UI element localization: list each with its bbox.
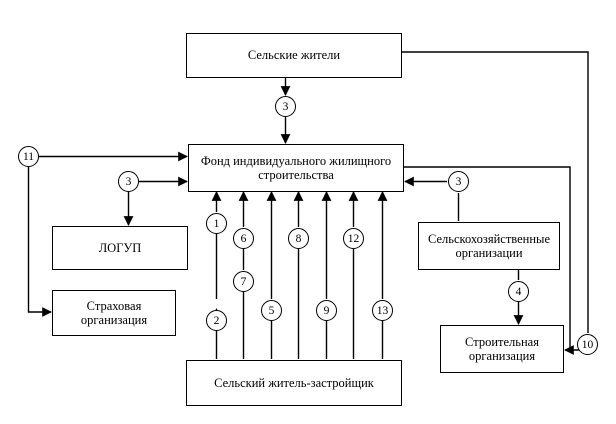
flow-marker-label: 5 bbox=[268, 304, 275, 317]
flow-marker-4 bbox=[508, 281, 529, 302]
node-villagers bbox=[186, 33, 402, 78]
flow-marker-6 bbox=[233, 228, 254, 249]
flow-marker-label: 12 bbox=[347, 232, 360, 245]
flow-marker-13 bbox=[372, 300, 393, 321]
flow-marker-label: 6 bbox=[240, 232, 247, 245]
node-fund bbox=[188, 144, 404, 192]
flow-marker-3-top bbox=[275, 96, 296, 117]
node-fund-label: Фонд индивидуального жилищного строительства bbox=[200, 153, 392, 182]
node-insurance bbox=[52, 290, 176, 336]
node-logup bbox=[52, 226, 188, 270]
flow-marker-3-right bbox=[448, 171, 469, 192]
node-construction-label: Строительная организация bbox=[465, 334, 539, 363]
flow-marker-1 bbox=[206, 213, 227, 234]
flow-marker-label: 4 bbox=[515, 285, 522, 298]
flow-marker-8 bbox=[288, 228, 309, 249]
flow-marker-label: 1 bbox=[213, 217, 220, 230]
flow-marker-label: 10 bbox=[581, 338, 594, 351]
flow-marker-label: 2 bbox=[213, 314, 220, 327]
flow-marker-label: 8 bbox=[295, 232, 302, 245]
flow-marker-3-left bbox=[118, 171, 139, 192]
flow-marker-12 bbox=[343, 228, 364, 249]
node-construction bbox=[440, 325, 564, 373]
flow-marker-label: 9 bbox=[323, 304, 330, 317]
flow-marker-label: 3 bbox=[282, 100, 289, 113]
flow-marker-label: 7 bbox=[240, 275, 247, 288]
node-builder bbox=[186, 360, 402, 406]
flow-marker-label: 11 bbox=[22, 150, 35, 163]
node-agro bbox=[418, 222, 560, 270]
flow-marker-2 bbox=[206, 310, 227, 331]
node-villagers-label: Сельские жители bbox=[247, 48, 341, 63]
flow-marker-7 bbox=[233, 271, 254, 292]
flow-marker-11 bbox=[18, 146, 39, 167]
node-builder-label: Сельский житель-застройщик bbox=[214, 375, 374, 390]
flow-marker-label: 13 bbox=[376, 304, 389, 317]
flow-marker-label: 3 bbox=[125, 175, 132, 188]
flow-marker-label: 3 bbox=[455, 175, 462, 188]
node-logup-label: ЛОГУП bbox=[98, 240, 142, 255]
node-insurance-label: Страховая организация bbox=[80, 298, 148, 327]
flow-marker-5 bbox=[261, 300, 282, 321]
flow-marker-9 bbox=[316, 300, 337, 321]
node-agro-label: Сельскохозяйственные организации bbox=[427, 231, 550, 260]
flow-marker-10 bbox=[577, 334, 598, 355]
